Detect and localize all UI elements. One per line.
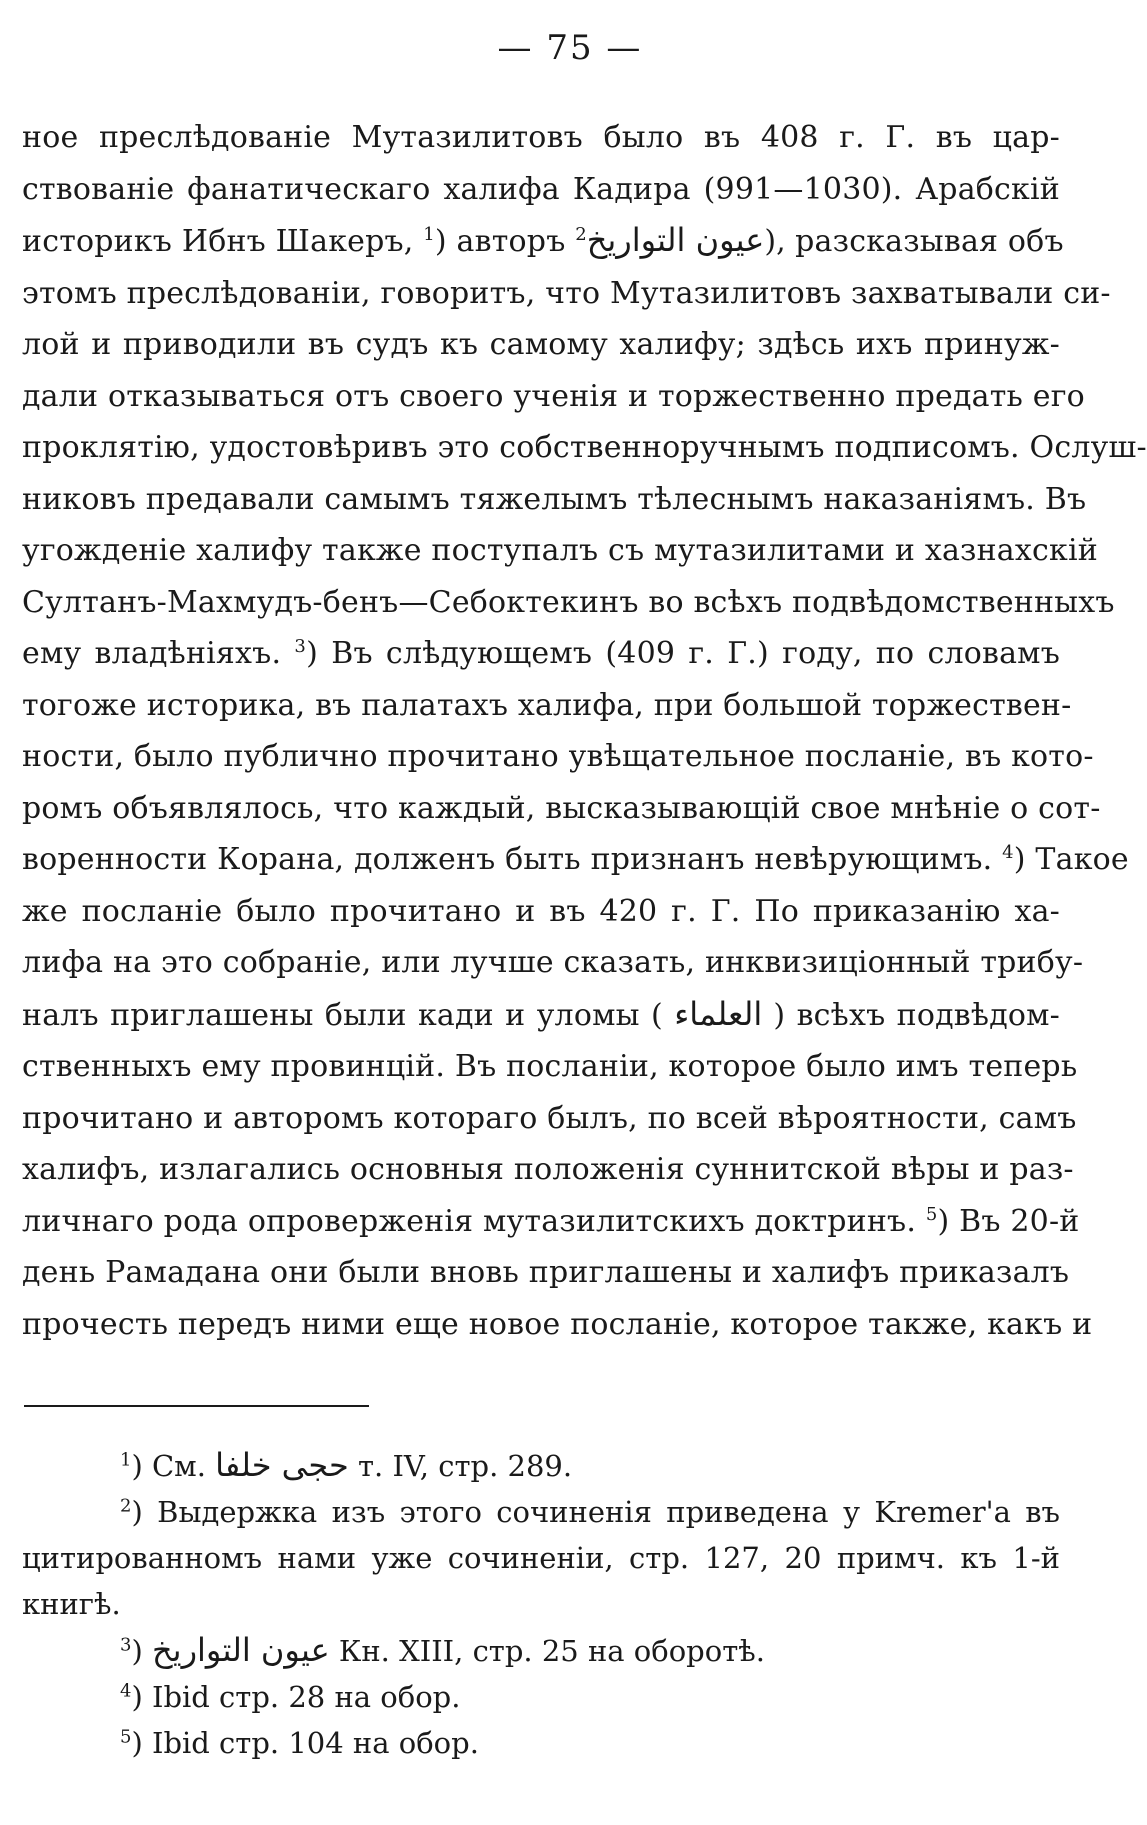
text-line: Султанъ-Махмудъ-бенъ—Себоктекинъ во всѣхъ подвѣдомственныхъ	[22, 584, 1115, 620]
text-line: этомъ преслѣдованіи, говоритъ, что Мутазилитовъ захватывали си-	[22, 275, 1111, 311]
text-line: налъ приглашены были кади и уломы ( العلماء ) всѣхъ подвѣдом-	[22, 994, 1060, 1033]
text-line: угожденіе халифу также поступалъ съ мутазилитами и хазнахскій	[22, 533, 1098, 568]
footnotes	[22, 1442, 1060, 1766]
text-line: лой и приводили въ судъ къ самому халифу; здѣсь ихъ принуж-	[22, 327, 1060, 362]
main-text	[22, 112, 1147, 1350]
text-line: прочесть передъ ними еще новое посланіе, которое также, какъ и	[22, 1306, 1093, 1342]
footnote-divider	[24, 1405, 369, 1407]
text-line: тогоже историка, въ палатахъ халифа, при большой торжествен-	[22, 687, 1072, 723]
footnote-2: $^2$) Выдержка изъ этого сочиненія приведена у Kremer'а въ цитированномъ нами уже сочиненіи, стр. 127, 20 примч. къ 1-й книгѣ.	[22, 1495, 1060, 1621]
arabic-word: العلماء	[674, 994, 763, 1033]
footnote-4: $^4$) Ibid стр. 28 на обор.	[120, 1680, 461, 1714]
text-line: историкъ Ибнъ Шакеръ, $^1$) авторъ عيون التواريخ$^2$ ), разсказывая объ	[22, 221, 1064, 259]
footnote-ref: 5	[925, 1203, 938, 1225]
text-line: ности, было публично прочитано увѣщательное посланіе, въ кото-	[22, 739, 1094, 774]
text-line: ему владѣніяхъ. $^3$) Въ слѣдующемъ (409 г. Г.) году, по словамъ	[22, 636, 1060, 671]
footnote-5: $^5$) Ibid стр. 104 на обор.	[120, 1726, 479, 1760]
footnote-ref: 2	[575, 224, 587, 245]
text-line: ное преслѣдованіе Мутазилитовъ было въ 408 г. Г. въ цар-	[22, 120, 1060, 155]
text-line: ствованіе фанатическаго халифа Кадира (991—1030). Арабскій	[22, 171, 1060, 207]
text-line: воренности Корана, долженъ быть признанъ невѣрующимъ. $^4$) Такое	[22, 842, 1129, 877]
text-line: халифъ, излагались основныя положенія суннитской вѣры и раз-	[22, 1152, 1074, 1187]
page-number: — 75 —	[497, 28, 643, 68]
footnote-ref: 1	[423, 224, 435, 245]
arabic-title: عيون التواريخ	[152, 1631, 330, 1669]
text-line: ромъ объявлялось, что каждый, высказывающій свое мнѣніе о сот-	[22, 790, 1101, 826]
footnote-ref: 4	[1002, 842, 1014, 863]
footnote-ref: 3	[294, 636, 307, 657]
arabic-title: عيون التواريخ	[586, 221, 765, 259]
text-line: прочитано и авторомъ котораго былъ, по всей вѣроятности, самъ	[22, 1100, 1077, 1136]
text-line: ственныхъ ему провинцій. Въ посланіи, которое было имъ теперь	[22, 1049, 1078, 1084]
text-line: же посланіе было прочитано и въ 420 г. Г. По приказанію ха-	[22, 893, 1060, 929]
arabic-author: حجى خلفا	[215, 1446, 349, 1484]
text-line: дали отказываться отъ своего ученія и торжественно предать его	[22, 378, 1085, 414]
text-line: день Рамадана они были вновь приглашены и халифъ приказалъ	[22, 1255, 1070, 1290]
footnote-1: $^1$) См. حجى خلفا т. IV, стр. 289.	[120, 1446, 573, 1484]
text-line: никовъ предавали самымъ тяжелымъ тѣлеснымъ наказаніямъ. Въ	[22, 481, 1087, 517]
text-line: проклятію, удостовѣривъ это собственноручнымъ подписомъ. Ослуш-	[22, 430, 1147, 465]
text-line: лифа на это собраніе, или лучше сказать, инквизиціонный трибу-	[22, 945, 1084, 980]
text-line: личнаго рода опроверженія мутазилитскихъ доктринъ. $^5$) Въ 20-й	[22, 1203, 1080, 1239]
footnote-3: $^3$) عيون التواريخ Кн. XIII, стр. 25 на оборотѣ.	[120, 1631, 765, 1669]
